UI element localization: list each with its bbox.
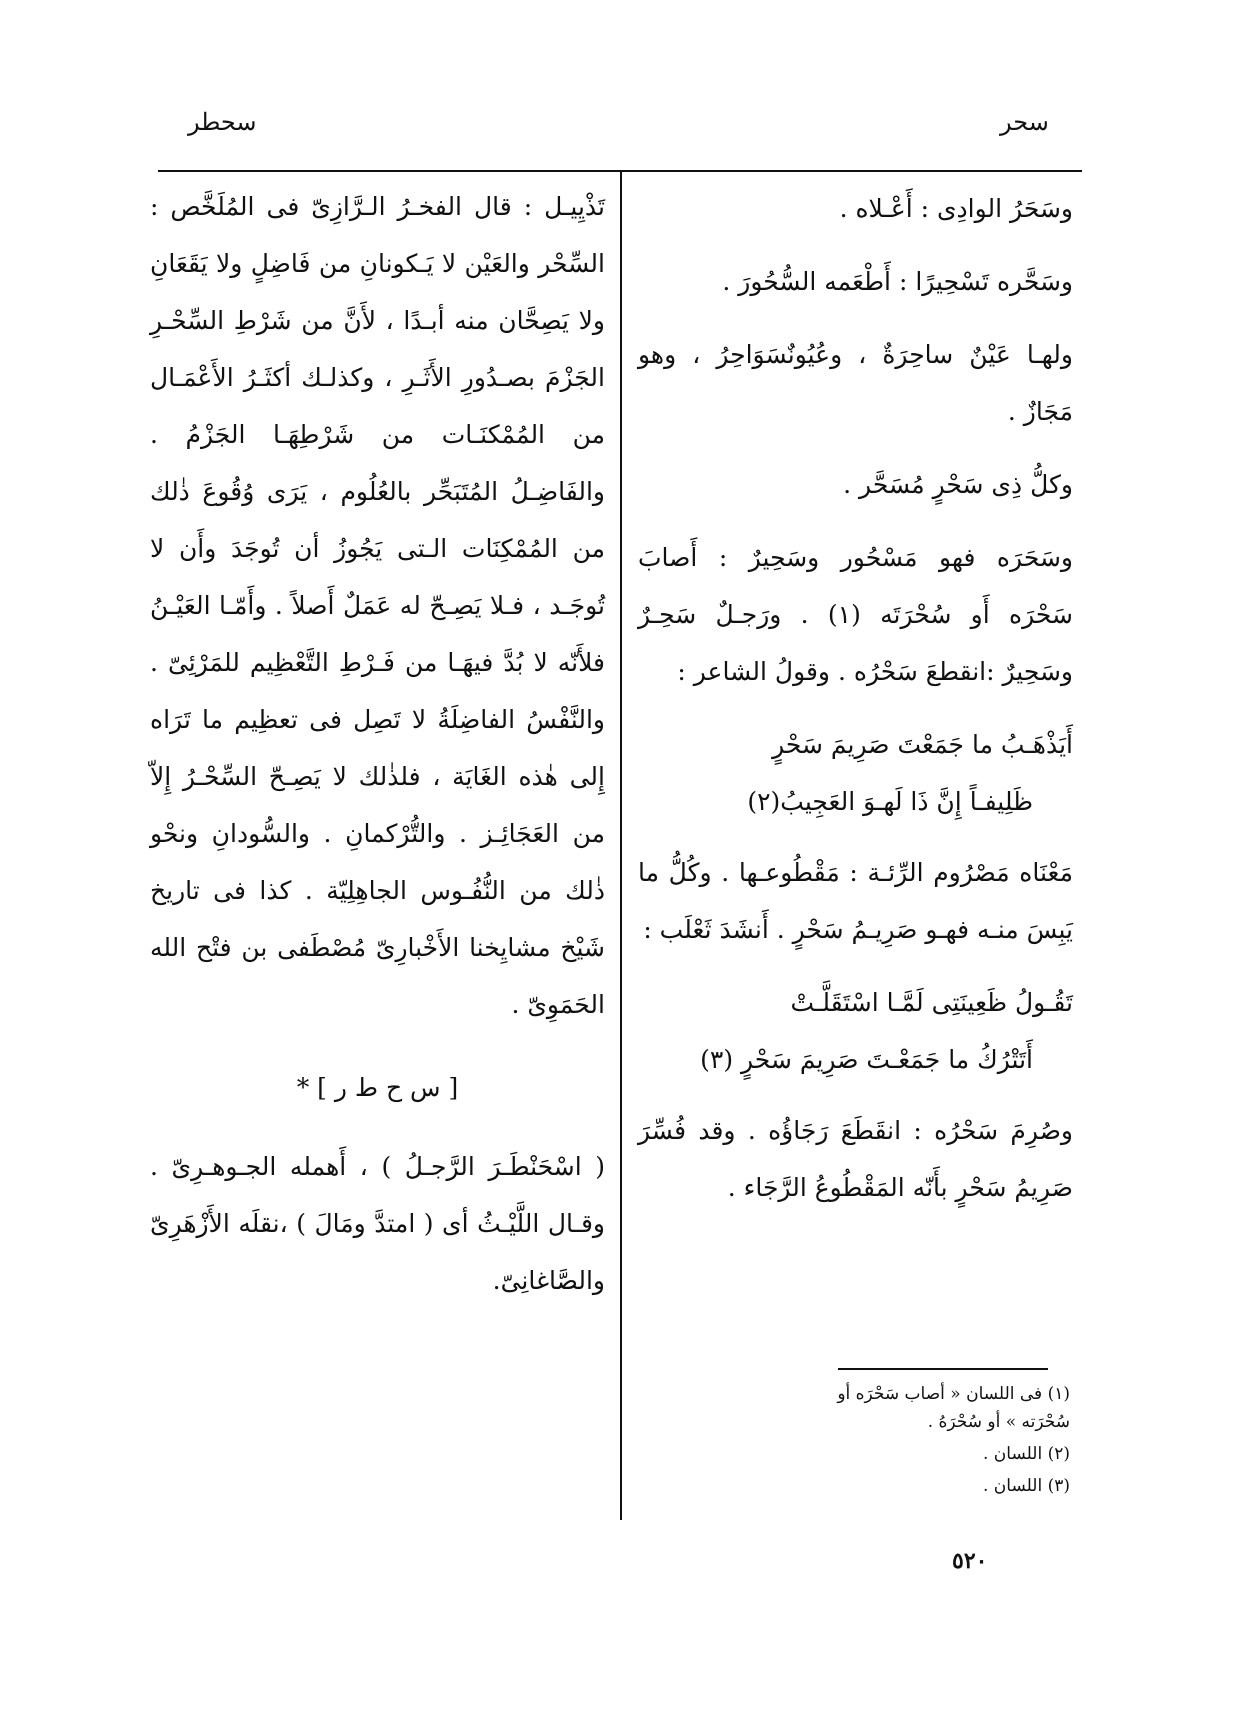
column-divider xyxy=(620,170,622,1520)
verse-line: تَقُـولُ ظَعِينَتِى لَمَّـا اسْتَقَلَّـتْ xyxy=(790,988,1073,1017)
paragraph: وسَحَّره تَسْحِيرًا : أَطْعَمه السُّحُورَ . xyxy=(722,267,1073,296)
verse xyxy=(638,974,1073,1088)
paragraph: وسَحَرُ الوادِى : أَعْـلاه . xyxy=(839,194,1073,223)
page-number: ٥٢٠ xyxy=(952,1548,988,1574)
paragraph: تَذْيِيـل : قال الفخـرُ الـرَّازِىّ فى المُلَخَّص : السِّحْر والعَيْن لا يَـكونانِ من فَاضِلٍ ولا يَقَعَانِ ولا يَصِحَّان منه أبـدًا ، لأَنَّ من شَرْطِ السِّحْـرِ الجَزْمَ بصـدُورِ الأَثَـرِ ، وكذلـك أكثَـرُ الأَعْمَـال من المُمْكنَـات من شَرْطِهَـا الجَزْمُ . والفَاضِـلُ المُتَبَحِّر بالعُلُوم ، يَرَى وُقُوعَ ذٰلك من المُمْكِنَات الـتى يَجُوزُ أن تُوجَدَ وأَن لا تُوجَـد ، فـلا يَصِـحّ له عَمَلٌ أَصلاً . وأَمّـا العَيْـنُ فلأَنّه لا بُدَّ فيهَـا من فَـرْطِ التَّعْظِيم للمَرْئِىّ . والنَّفْسُ الفاضِلَةُ لا تَصِل فى تعظِيم ما تَرَاه إِلى هٰذه الغَايَة ، فلذٰلك لا يَصِـحّ السِّحْـرُ إِلاّ من العَجَائِـز . والتُّرْكمانِ . والسُّودانِ ونحْو ذٰلك من النُّفُـوس الجاهِلِيّة . كذا فى تاريخ شَيْخ مشايِخنا الأَخْبارِىّ مُصْطَفى بن فتْح الله الحَمَوِىّ . xyxy=(150,192,605,1019)
right-column xyxy=(638,180,1073,1232)
entry-heading: [ س ح ط ر ] * xyxy=(296,1073,459,1102)
footnote: (٢) اللسان . xyxy=(983,1444,1070,1464)
footnotes xyxy=(830,1380,1070,1504)
verse-line: ظَلِيفـاً إِنَّ ذَا لَهـوَ العَجِيبُ(٢) xyxy=(747,787,1033,816)
verse-line: أَتَتْرُكُ ما جَمَعْـتَ صَرِيمَ سَحْرٍ (٣) xyxy=(700,1045,1033,1074)
paragraph: وصُرِمَ سَحْرُه : انقَطَعَ رَجَاؤُه . وقد فُسِّرَ صَرِيمُ سَحْرٍ بأَنّه المَقْطُوعُ الرَّجَاء . xyxy=(638,1116,1073,1202)
paragraph: ولهـا عَيْنٌ ساحِرَةٌ ، وعُيُونٌسَوَاحِرُ ، وهو مَجَازٌ . xyxy=(638,340,1073,426)
paragraph: وكلُّ ذِى سَحْرٍ مُسَحَّر . xyxy=(843,470,1073,499)
paragraph: مَعْنَاه مَصْرُوم الرِّئـة : مَقْطُوعـها . وكُلُّ ما يَبِسَ منـه فهـو صَرِيـمُ سَحْرٍ . أَنشَدَ ثَعْلَب : xyxy=(638,858,1073,944)
footnote: (٣) اللسان . xyxy=(983,1476,1070,1496)
running-head-left: سحطر xyxy=(188,108,257,136)
verse xyxy=(638,716,1073,830)
running-head-right: سحر xyxy=(1000,108,1049,136)
footnote-rule xyxy=(838,1368,1048,1370)
paragraph: ( اسْحَنْطَـرَ الرَّجـلُ ) ، أَهمله الجـوهـرِىّ . وقـال اللَّيْـثُ أى ( امتدَّ ومَالَ ) ،نقلَه الأَزْهَرِىّ والصَّاغانِىّ. xyxy=(150,1152,605,1295)
footnote: (١) فى اللسان « أصاب سَحْرَه أو سُحْرَته » أو سُحْرَهُ . xyxy=(837,1384,1070,1432)
left-column xyxy=(150,178,605,1325)
verse-line: أَيَذْهَـبُ ما جَمَعْتَ صَرِيمَ سَحْرٍ xyxy=(772,730,1073,759)
paragraph: وسَحَرَه فهو مَسْحُور وسَحِيرٌ : أَصابَ سَحْرَه أَو سُحْرَتَه (١) . ورَجـلٌ سَحِـرٌ وسَحِيرٌ :انقطعَ سَحْرُه . وقولُ الشاعر : xyxy=(638,543,1073,686)
